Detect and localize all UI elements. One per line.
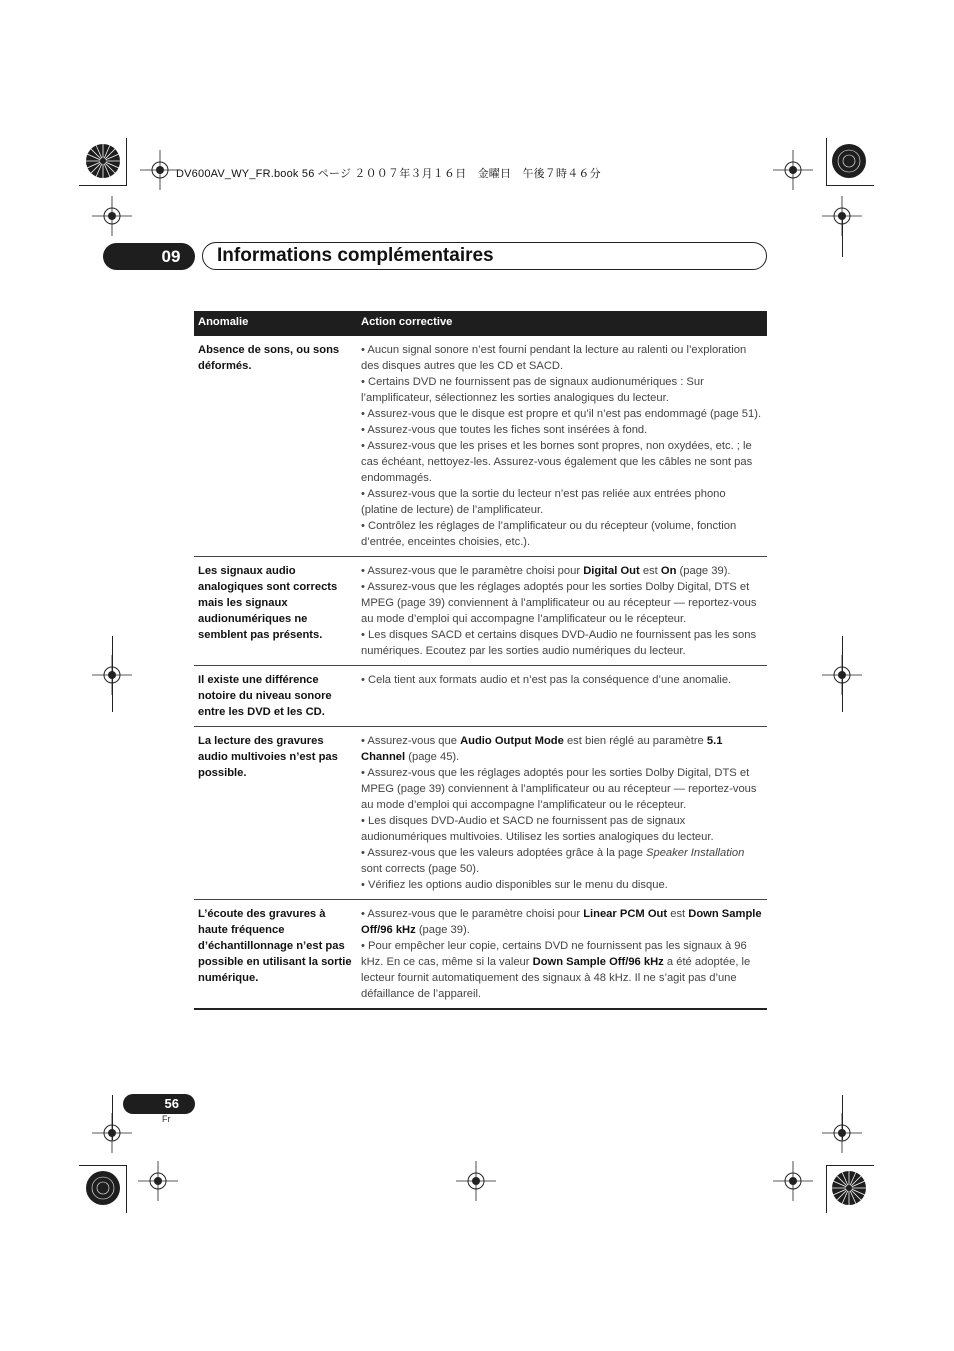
sunburst-icon	[831, 143, 867, 179]
problem-cell: Absence de sons, ou sons déformés.	[194, 336, 357, 557]
crop-line	[79, 1165, 127, 1166]
problem-cell: L’écoute des gravures à haute fréquence d’échantillonnage n’est pas possible en utilisant la sortie numérique.	[194, 900, 357, 1010]
crop-line	[826, 185, 874, 186]
action-bullet	[361, 374, 763, 406]
action-text: est	[639, 565, 661, 577]
table-row	[194, 666, 767, 727]
action-text: • Certains DVD ne fournissent pas de signaux audionumériques : Sur l’amplificateur, sélectionnez les sorties analogiques du lecteur.	[361, 376, 704, 404]
crosshair-icon	[773, 1161, 813, 1201]
crop-line	[842, 636, 843, 712]
action-bullet	[361, 438, 763, 486]
action-cell	[357, 666, 767, 727]
action-bullet	[361, 938, 763, 1002]
crosshair-icon	[92, 196, 132, 236]
action-bullet	[361, 518, 763, 550]
crop-line	[126, 138, 127, 186]
page-language: Fr	[162, 1114, 171, 1124]
action-text: • Assurez-vous que les réglages adoptés pour les sorties Dolby Digital, DTS et MPEG (page 39) conviennent à l’amplificateur ou au récepteur — reportez-vous au mode d’emploi qui accompagne l’amplificateur ou le récepteur.	[361, 581, 757, 625]
troubleshooting-table	[194, 311, 767, 1010]
crosshair-icon	[138, 1161, 178, 1201]
action-text: • Assurez-vous que le paramètre choisi pour	[361, 908, 584, 920]
action-bullet	[361, 813, 763, 845]
action-bullet	[361, 877, 763, 893]
table-header-row	[194, 311, 767, 336]
action-text: • Contrôlez les réglages de l’amplificateur ou du récepteur (volume, fonction d’entrée, enceintes choisies, etc.).	[361, 520, 737, 548]
action-bullet	[361, 579, 763, 627]
setting-name: Down Sample Off/96 kHz	[361, 908, 762, 936]
crosshair-icon	[456, 1161, 496, 1201]
action-cell	[357, 557, 767, 666]
setting-name: On	[660, 565, 677, 577]
chapter-title-box	[202, 242, 767, 270]
action-bullet	[361, 733, 763, 765]
action-text: est bien réglé au paramètre	[563, 735, 707, 747]
action-text: • Cela tient aux formats audio et n’est pas la conséquence d’une anomalie.	[361, 674, 732, 686]
crop-line	[112, 636, 113, 712]
action-bullet	[361, 422, 763, 438]
action-text: • Les disques DVD-Audio et SACD ne fournissent pas de signaux audionumériques multivoies. Utilisez les sorties analogiques du lecteur.	[361, 815, 714, 843]
action-text: a été adoptée, le lecteur fournit automatiquement des signaux à 48 kHz. Il ne s’agit pas d’une défaillance de l’appareil.	[361, 956, 751, 1000]
table-row	[194, 900, 767, 1010]
crop-line	[826, 138, 827, 186]
setting-name: Linear PCM Out	[583, 908, 668, 920]
action-text: sont corrects (page 50).	[361, 863, 480, 875]
crop-line	[842, 215, 843, 257]
action-bullet	[361, 486, 763, 518]
action-bullet	[361, 672, 763, 688]
setting-name: 5.1 Channel	[361, 735, 723, 763]
action-text: est	[667, 908, 689, 920]
action-bullet	[361, 906, 763, 938]
action-bullet	[361, 342, 763, 374]
action-text: • Assurez-vous que les réglages adoptés pour les sorties Dolby Digital, DTS et MPEG (page 39) conviennent à l’amplificateur ou au récepteur — reportez-vous au mode d’emploi qui accompagne l’amplificateur ou le récepteur.	[361, 767, 757, 811]
action-cell	[357, 336, 767, 557]
action-bullet	[361, 845, 763, 877]
column-header-anomalie: Anomalie	[194, 311, 357, 336]
action-text: • Assurez-vous que la sortie du lecteur n’est pas reliée aux entrées phono (platine de lecture) de l’amplificateur.	[361, 488, 726, 516]
sunburst-icon	[85, 143, 121, 179]
table-row	[194, 727, 767, 900]
problem-cell: La lecture des gravures audio multivoies n’est pas possible.	[194, 727, 357, 900]
chapter-title: Informations complémentaires	[217, 245, 494, 266]
sunburst-icon	[831, 1170, 867, 1206]
action-bullet	[361, 627, 763, 659]
crop-line	[112, 1095, 113, 1140]
table-row	[194, 557, 767, 666]
crop-line	[826, 1165, 827, 1213]
setting-name: Digital Out	[583, 565, 640, 577]
crosshair-icon	[773, 150, 813, 190]
action-bullet	[361, 563, 763, 579]
table-row	[194, 336, 767, 557]
action-cell	[357, 900, 767, 1010]
action-text: • Assurez-vous que	[361, 735, 461, 747]
setting-name: Audio Output Mode	[460, 735, 564, 747]
action-text: Speaker Installation	[646, 847, 745, 859]
chapter-number: 09	[103, 243, 195, 270]
action-text: • Pour empêcher leur copie, certains DVD ne fournissent pas les signaux à 96 kHz. En ce cas, même si la valeur	[361, 940, 747, 968]
crop-line	[79, 185, 127, 186]
action-bullet	[361, 406, 763, 422]
action-text: • Les disques SACD et certains disques DVD-Audio ne fournissent pas les sons numériques. Ecoutez par les sorties audio numériques du lecteur.	[361, 629, 757, 657]
page-number: 56	[123, 1094, 195, 1114]
setting-name: Down Sample Off/96 kHz	[532, 956, 664, 968]
crop-line	[826, 1165, 874, 1166]
action-text: (page 45).	[405, 751, 460, 763]
action-text: • Assurez-vous que les prises et les bornes sont propres, non oxydées, etc. ; le cas échéant, nettoyez-les. Assurez-vous également que les câbles ne sont pas endommagés.	[361, 440, 753, 484]
problem-cell: Il existe une différence notoire du niveau sonore entre les DVD et les CD.	[194, 666, 357, 727]
action-text: • Assurez-vous que toutes les fiches sont insérées à fond.	[361, 424, 648, 436]
action-text: • Assurez-vous que le disque est propre et qu’il n’est pas endommagé (page 51).	[361, 408, 762, 420]
file-header: DV600AV_WY_FR.book 56 ページ ２００７年３月１６日 金曜日 午後７時４６分	[176, 168, 601, 180]
crosshair-icon	[140, 150, 180, 190]
column-header-action: Action corrective	[357, 311, 767, 336]
action-text: • Aucun signal sonore n’est fourni pendant la lecture au ralenti ou l’exploration des disques autres que les CD et SACD.	[361, 344, 747, 372]
action-text: • Assurez-vous que le paramètre choisi pour	[361, 565, 584, 577]
sunburst-icon	[85, 1170, 121, 1206]
crop-line	[842, 1095, 843, 1140]
action-cell	[357, 727, 767, 900]
crop-line	[126, 1165, 127, 1213]
action-text: • Assurez-vous que les valeurs adoptées grâce à la page	[361, 847, 647, 859]
action-text: (page 39).	[676, 565, 731, 577]
action-bullet	[361, 765, 763, 813]
action-text: • Vérifiez les options audio disponibles sur le menu du disque.	[361, 879, 668, 891]
action-text: (page 39).	[415, 924, 470, 936]
problem-cell: Les signaux audio analogiques sont corrects mais les signaux audionumériques ne semblent pas présents.	[194, 557, 357, 666]
